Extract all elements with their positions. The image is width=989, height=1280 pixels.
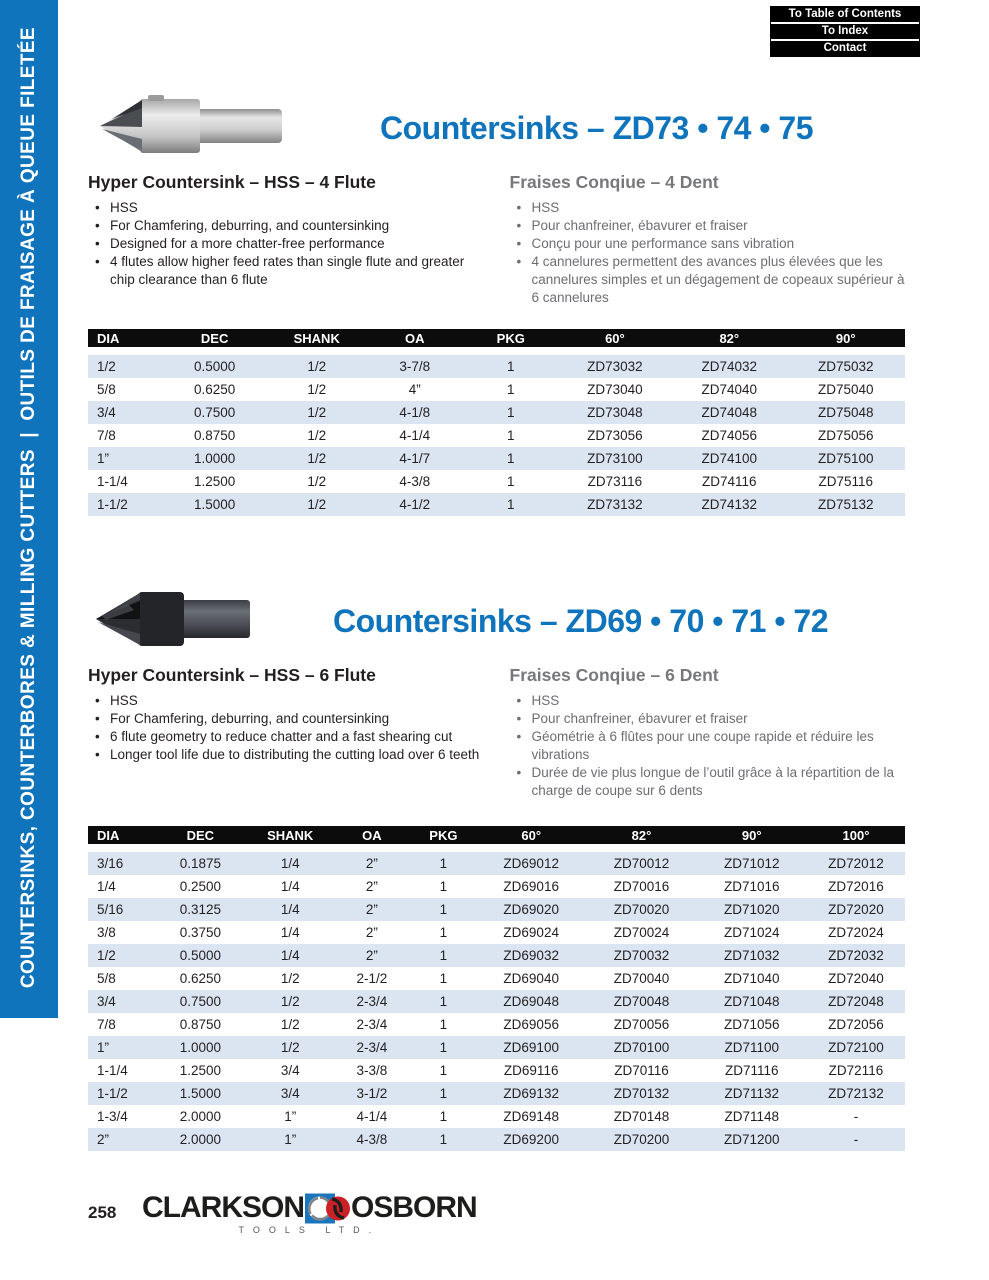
section-title: Countersinks – ZD69 • 70 • 71 • 72 [332, 602, 829, 639]
column-header: DIA [88, 826, 153, 852]
table-cell: 0.5000 [179, 948, 221, 963]
table-cell: 1/2 [307, 474, 327, 489]
table-cell: ZD72048 [828, 994, 884, 1009]
table-cell: 1/2 [280, 994, 300, 1009]
table-cell: ZD70024 [613, 925, 670, 940]
table-cell: 1 [507, 405, 515, 420]
french-description [510, 173, 906, 321]
column-header: 100° [807, 826, 905, 852]
bullet-item: • Conçu pour une performance sans vibration [517, 235, 906, 253]
table-cell: 1 [507, 382, 515, 397]
table-cell: ZD74116 [702, 474, 757, 489]
table-cell: 1-1/2 [97, 497, 128, 512]
table-cell: 1 [439, 856, 448, 871]
table-cell: 5/8 [97, 382, 116, 397]
table-row [88, 401, 905, 424]
nav-contact-button[interactable]: Contact [771, 41, 919, 56]
bullet-item: • HSS [517, 692, 906, 710]
table-cell: ZD73100 [587, 451, 643, 466]
column-header: DEC [162, 329, 268, 355]
table-cell: 4-3/8 [356, 1132, 388, 1147]
table-cell: ZD69020 [503, 902, 559, 917]
table-row [88, 944, 905, 967]
table-cell: 1” [97, 1040, 110, 1055]
table-cell: 2-3/4 [356, 1017, 388, 1032]
table-cell: ZD69056 [503, 1017, 559, 1032]
nav-to-table-of-contents-button[interactable]: To Table of Contents [771, 7, 919, 22]
table-cell: 0.7500 [179, 994, 221, 1009]
table-cell: 3/4 [97, 994, 116, 1009]
pinwheel-logo-icon [305, 1192, 350, 1225]
table-cell: 3/4 [280, 1086, 300, 1101]
table-row [88, 921, 905, 944]
brand-clarkson-text: CLARKSON [142, 1190, 304, 1224]
table-cell: ZD70040 [613, 971, 670, 986]
column-header: PKG [411, 826, 476, 852]
table-cell: 0.2500 [179, 879, 221, 894]
section-countersinks-zd73-74-75 [88, 93, 905, 516]
table-cell: ZD71056 [723, 1017, 780, 1032]
table-row [88, 470, 905, 493]
table-cell: 2.0000 [179, 1109, 221, 1124]
table-cell: 2” [365, 925, 378, 940]
table-cell: 4-1/4 [399, 428, 431, 443]
table-cell: ZD70048 [613, 994, 670, 1009]
table-cell: ZD75056 [817, 428, 874, 443]
english-description [88, 666, 484, 814]
table-cell: ZD72056 [828, 1017, 884, 1032]
table-cell: ZD70016 [613, 879, 670, 894]
table-cell: 2-3/4 [356, 1040, 388, 1055]
table-cell: 7/8 [97, 428, 116, 443]
page-footer [88, 1191, 905, 1235]
table-cell: ZD69012 [503, 856, 559, 871]
bullet-item: • HSS [517, 199, 906, 217]
table-cell: 1 [439, 925, 448, 940]
table-cell: 1” [284, 1132, 297, 1147]
table-cell: ZD69040 [503, 971, 559, 986]
french-bullet-list [510, 692, 906, 800]
table-cell: ZD71116 [724, 1063, 779, 1078]
table-cell: ZD74132 [701, 497, 758, 512]
table-cell: 1/4 [97, 879, 116, 894]
table-row [88, 875, 905, 898]
page-number: 258 [88, 1203, 117, 1222]
table-cell: 1.2500 [193, 474, 236, 489]
table-cell: 1/2 [307, 405, 327, 420]
brand-osborn-text: OSBORN [351, 1190, 477, 1224]
table-cell: ZD70012 [613, 856, 670, 871]
column-header: 90° [697, 826, 807, 852]
table-row [88, 852, 905, 875]
french-bullet-list [510, 199, 906, 307]
bullet-item: • Pour chanfreiner, ébavurer et fraiser [517, 217, 906, 235]
table-cell: ZD69100 [503, 1040, 559, 1055]
table-cell: ZD74056 [701, 428, 758, 443]
table-cell: 1.2500 [179, 1063, 221, 1078]
table-cell: 3-7/8 [399, 359, 431, 374]
sidebar-category-bar [0, 0, 58, 1018]
table-row [88, 967, 905, 990]
table-cell: 1 [439, 1086, 448, 1101]
table-row [88, 1059, 905, 1082]
table-cell: ZD71100 [724, 1040, 780, 1055]
table-cell: 1-3/4 [97, 1109, 128, 1124]
table-cell: 1” [97, 451, 110, 466]
french-heading: Fraises Conqiue – 6 Dent [509, 665, 719, 685]
table-cell: 4” [408, 382, 421, 397]
column-header: SHANK [268, 329, 366, 355]
table-cell: 3/4 [97, 405, 116, 420]
table-cell: ZD75116 [818, 474, 874, 489]
table-cell: ZD69200 [503, 1132, 559, 1147]
table-cell: ZD75032 [817, 359, 874, 374]
table-cell: 0.8750 [179, 1017, 221, 1032]
table-cell: 1 [507, 428, 515, 443]
table-cell: 1-1/2 [97, 1086, 128, 1101]
table-cell: 2” [365, 948, 378, 963]
table-cell: ZD69116 [503, 1063, 559, 1078]
table-cell: ZD69016 [503, 879, 559, 894]
table-cell: ZD72100 [828, 1040, 884, 1055]
table-cell: 2” [97, 1132, 110, 1147]
table-cell: ZD73132 [587, 497, 643, 512]
table-cell: 2” [365, 879, 378, 894]
sidebar-category-label: COUNTERSINKS, COUNTERBORES & MILLING CUTTERS | OUTILS DE FRAISAGE À QUEUE FILETÉE [18, 26, 39, 988]
bullet-item: • Durée de vie plus longue de l’outil grâce à la répartition de la charge de coupe sur 6 dents [517, 764, 906, 800]
bullet-item: • Designed for a more chatter-free performance [95, 235, 484, 253]
section-countersinks-zd69-70-71-72 [88, 586, 905, 1151]
column-header: 82° [586, 826, 696, 852]
table-cell: 0.3750 [179, 925, 221, 940]
column-header: OA [366, 329, 464, 355]
table-cell: 2” [365, 856, 378, 871]
table-row [88, 493, 905, 516]
column-header: PKG [464, 329, 558, 355]
table-cell: ZD73032 [587, 359, 643, 374]
table-cell: 1/4 [280, 856, 300, 871]
table-cell: 1 [439, 1063, 448, 1078]
table-cell: ZD72024 [828, 925, 884, 940]
table-cell: 2.0000 [179, 1132, 221, 1147]
table-row [88, 355, 905, 378]
table-cell: 1.0000 [179, 1040, 221, 1055]
english-description [88, 173, 484, 321]
table-cell: 1/2 [97, 948, 116, 963]
table-cell: 1 [507, 497, 515, 512]
table-cell: 1/4 [280, 925, 300, 940]
table-cell: ZD69032 [503, 948, 559, 963]
table-cell: 1.5000 [193, 497, 236, 512]
table-cell: ZD75100 [817, 451, 874, 466]
french-description [510, 666, 906, 814]
bullet-item: • Pour chanfreiner, ébavurer et fraiser [517, 710, 906, 728]
table-cell: 0.3125 [179, 902, 221, 917]
table-cell: 1 [439, 1132, 448, 1147]
table-cell: 2-1/2 [356, 971, 388, 986]
table-cell: - [853, 1132, 859, 1147]
table-cell: ZD70200 [613, 1132, 670, 1147]
bullet-item: • For Chamfering, deburring, and countersinking [95, 217, 484, 235]
table-cell: 0.7500 [193, 405, 236, 420]
table-cell: ZD71040 [723, 971, 780, 986]
table-cell: ZD69024 [503, 925, 559, 940]
table-cell: ZD74048 [701, 405, 758, 420]
table-cell: ZD69132 [503, 1086, 559, 1101]
bullet-item: • HSS [95, 199, 484, 217]
table-cell: ZD70020 [613, 902, 670, 917]
english-bullet-list [88, 199, 484, 289]
table-row [88, 898, 905, 921]
table-cell: ZD70148 [613, 1109, 670, 1124]
table-cell: 1/2 [307, 451, 327, 466]
table-row [88, 424, 905, 447]
table-cell: 1-1/4 [97, 1063, 128, 1078]
table-cell: ZD71032 [723, 948, 780, 963]
table-cell: ZD74032 [701, 359, 758, 374]
table-cell: ZD70056 [613, 1017, 670, 1032]
table-cell: 1 [439, 1040, 448, 1055]
table-cell: ZD70116 [614, 1063, 669, 1078]
table-cell: ZD75040 [817, 382, 874, 397]
table-cell: ZD72132 [828, 1086, 884, 1101]
column-header: 60° [476, 826, 586, 852]
table-cell: ZD71012 [723, 856, 780, 871]
nav-to-index-button[interactable]: To Index [771, 24, 919, 39]
table-row [88, 378, 905, 401]
english-heading: Hyper Countersink – HSS – 4 Flute [88, 172, 376, 192]
table-cell: 1/2 [307, 359, 327, 374]
table-cell: 1/2 [307, 497, 327, 512]
table-cell: ZD74040 [701, 382, 758, 397]
table-cell: 2-3/4 [356, 994, 388, 1009]
table-cell: 1/2 [280, 1017, 300, 1032]
table-cell: 3/4 [280, 1063, 300, 1078]
table-cell: ZD72116 [828, 1063, 884, 1078]
table-cell: 4-1/8 [399, 405, 431, 420]
table-cell: 4-1/7 [399, 451, 431, 466]
table-row [88, 1082, 905, 1105]
table-cell: ZD72040 [828, 971, 884, 986]
countersink-4-flute-photo [88, 93, 288, 164]
table-cell: ZD70100 [613, 1040, 670, 1055]
table-cell: 2” [365, 902, 378, 917]
part-number-table-zd69 [88, 826, 905, 1151]
table-cell: 1/2 [280, 1040, 300, 1055]
table-cell: 5/16 [97, 902, 124, 917]
table-cell: - [853, 1109, 859, 1124]
table-cell: ZD75048 [817, 405, 874, 420]
table-cell: ZD71024 [723, 925, 780, 940]
table-cell: 1” [284, 1109, 297, 1124]
table-cell: 1 [507, 359, 515, 374]
table-cell: 1 [439, 1017, 448, 1032]
table-row [88, 1036, 905, 1059]
table-cell: 1 [439, 902, 448, 917]
table-cell: ZD73040 [587, 382, 643, 397]
countersink-6-flute-photo [88, 586, 256, 657]
bullet-item: • For Chamfering, deburring, and countersinking [95, 710, 484, 728]
english-bullet-list [88, 692, 484, 764]
table-cell: 1 [507, 451, 515, 466]
table-cell: ZD72020 [828, 902, 884, 917]
column-header: DEC [153, 826, 247, 852]
table-cell: ZD75132 [817, 497, 874, 512]
table-cell: ZD71020 [723, 902, 780, 917]
table-cell: ZD73116 [587, 474, 643, 489]
table-cell: ZD70032 [613, 948, 670, 963]
table-cell: 1.0000 [193, 451, 236, 466]
table-cell: 7/8 [97, 1017, 116, 1032]
table-cell: 5/8 [97, 971, 116, 986]
table-cell: 0.6250 [179, 971, 221, 986]
table-cell: 1 [439, 879, 448, 894]
table-cell: ZD69048 [503, 994, 559, 1009]
column-header: 60° [558, 329, 672, 355]
part-number-table-zd73 [88, 329, 905, 516]
table-cell: 1-1/4 [97, 474, 128, 489]
column-header: DIA [88, 329, 162, 355]
table-cell: ZD70132 [613, 1086, 670, 1101]
table-cell: ZD72012 [828, 856, 884, 871]
table-cell: 1/4 [280, 879, 300, 894]
table-cell: ZD72032 [828, 948, 884, 963]
bullet-item: • 4 flutes allow higher feed rates than single flute and greater chip clearance than 6 flute [95, 253, 484, 289]
table-cell: 1 [507, 474, 515, 489]
table-cell: 1/2 [97, 359, 116, 374]
table-cell: 1 [439, 1109, 448, 1124]
column-header: SHANK [247, 826, 333, 852]
table-cell: ZD72016 [828, 879, 884, 894]
table-cell: 1 [439, 994, 448, 1009]
table-cell: 1 [439, 971, 448, 986]
english-heading: Hyper Countersink – HSS – 6 Flute [88, 665, 376, 685]
table-cell: 4-1/4 [356, 1109, 388, 1124]
table-cell: ZD69148 [503, 1109, 559, 1124]
main-content [88, 0, 905, 1235]
table-cell: 1/2 [280, 971, 300, 986]
table-cell: ZD74100 [701, 451, 758, 466]
table-cell: ZD71148 [724, 1109, 780, 1124]
table-cell: 1/2 [307, 428, 327, 443]
table-cell: ZD71048 [723, 994, 780, 1009]
french-heading: Fraises Conqiue – 4 Dent [509, 172, 719, 192]
column-header: 90° [786, 329, 905, 355]
table-row [88, 1128, 905, 1151]
table-cell: 0.1875 [179, 856, 221, 871]
table-cell: 1 [439, 948, 448, 963]
table-cell: 1.5000 [179, 1086, 221, 1101]
bullet-item: • Longer tool life due to distributing the cutting load over 6 teeth [95, 746, 484, 764]
table-cell: 3-1/2 [356, 1086, 388, 1101]
bullet-item: • 4 cannelures permettent des avances plus élevées que les cannelures simples et un dégagement de copeaux supérieur à 6 cannelures [517, 253, 906, 307]
table-cell: 0.6250 [193, 382, 236, 397]
bullet-item: • Géométrie à 6 flûtes pour une coupe rapide et réduire les vibrations [517, 728, 906, 764]
table-cell: 4-3/8 [399, 474, 431, 489]
table-cell: ZD71016 [723, 879, 780, 894]
table-cell: 3/16 [97, 856, 124, 871]
bullet-item: • 6 flute geometry to reduce chatter and a fast shearing cut [95, 728, 484, 746]
table-row [88, 1013, 905, 1036]
table-cell: 0.8750 [193, 428, 236, 443]
column-header: 82° [672, 329, 786, 355]
table-row [88, 447, 905, 470]
brand-tools-ltd-text: TOOLS LTD. [238, 1225, 381, 1235]
table-cell: 1/4 [280, 948, 300, 963]
table-row [88, 990, 905, 1013]
brand-logo [142, 1191, 477, 1235]
table-cell: ZD71200 [723, 1132, 780, 1147]
table-cell: 1/4 [280, 902, 300, 917]
table-row [88, 1105, 905, 1128]
table-cell: ZD73048 [587, 405, 643, 420]
column-header: OA [333, 826, 411, 852]
table-cell: 3-3/8 [356, 1063, 388, 1078]
table-cell: ZD71132 [724, 1086, 780, 1101]
table-cell: ZD73056 [587, 428, 643, 443]
table-cell: 1/2 [307, 382, 327, 397]
table-cell: 4-1/2 [399, 497, 431, 512]
section-title: Countersinks – ZD73 • 74 • 75 [380, 109, 813, 146]
table-cell: 0.5000 [193, 359, 236, 374]
bullet-item: • HSS [95, 692, 484, 710]
table-cell: 3/8 [97, 925, 116, 940]
